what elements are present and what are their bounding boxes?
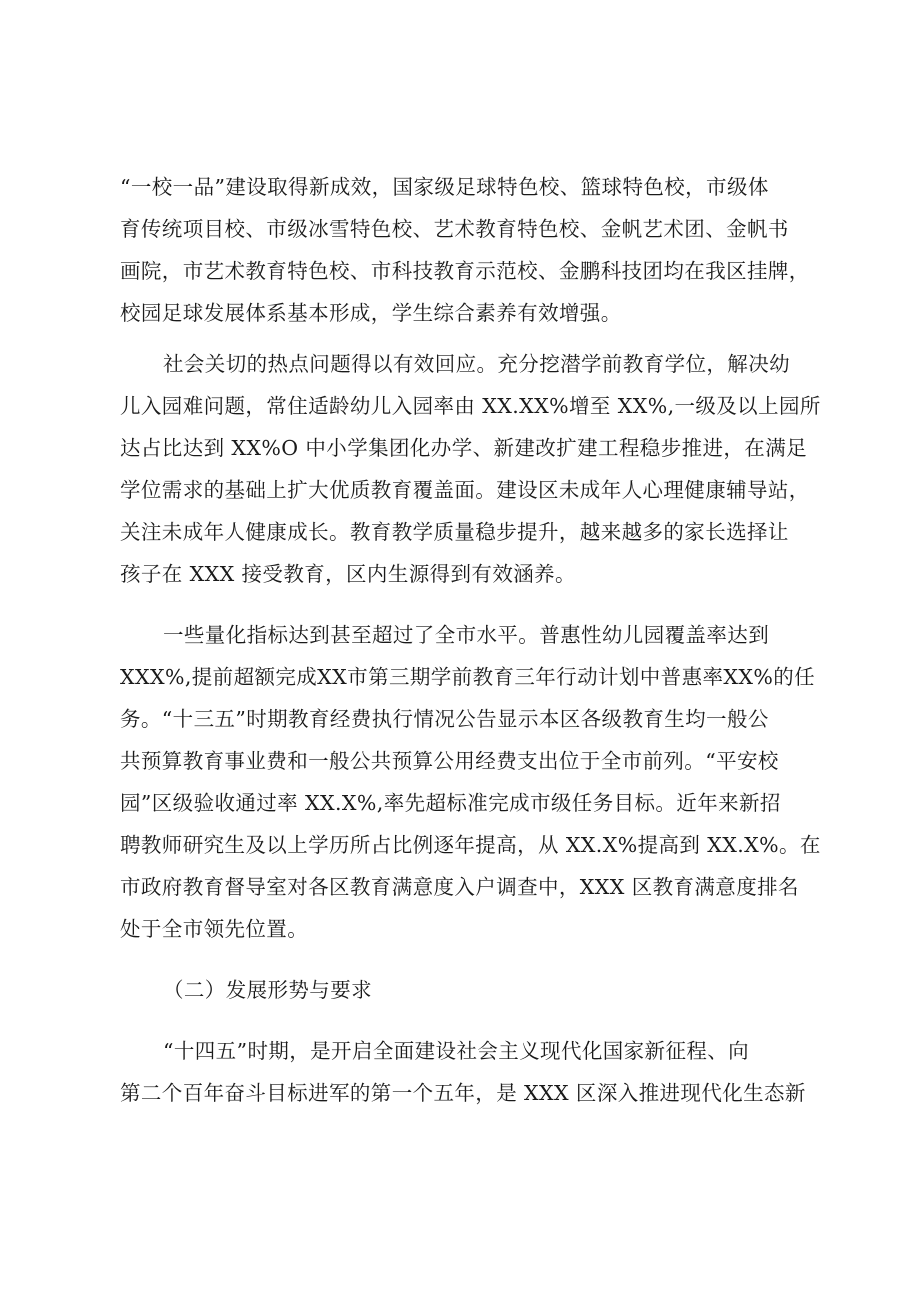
paragraph-3-line-4: 共预算教育事业费和一般公共预算公用经费支出位于全市前列。“平安校 [120, 749, 779, 773]
paragraph-2-line-5: 关注未成年人健康成长。教育教学质量稳步提升，越来越多的家长选择让 [120, 520, 789, 544]
paragraph-3-line-1: 一些量化指标达到甚至超过了全市水平。普惠性幼儿园覆盖率达到 [163, 623, 770, 647]
paragraph-2-line-6: 孩子在 XXX 接受教育，区内生源得到有效涵养。 [120, 562, 576, 586]
paragraph-3-line-7: 市政府教育督导室对各区教育满意度入户调查中，XXX 区教育满意度排名 [120, 875, 799, 899]
section-heading: （二）发展形势与要求 [163, 978, 372, 1002]
paragraph-1-line-2: 育传统项目校、市级冰雪特色校、艺术教育特色校、金帆艺术团、金帆书 [120, 217, 789, 241]
paragraph-2-line-2: 儿入园难问题，常住适龄幼儿入园率由 XX.XX%增至 XX%,一级及以上园所 [120, 394, 821, 418]
paragraph-4-line-1: “十四五”时期，是开启全面建设社会主义现代化国家新征程、向 [163, 1039, 750, 1063]
paragraph-3-line-5: 园”区级验收通过率 XX.X%,率先超标准完成市级任务目标。近年来新招 [120, 791, 781, 815]
paragraph-3-line-2: XXX%,提前超额完成XX市第三期学前教育三年行动计划中普惠率XX%的任 [120, 665, 816, 689]
paragraph-1-line-3: 画院，市艺术教育特色校、市科技教育示范校、金鹏科技团均在我区挂牌， [120, 259, 810, 283]
paragraph-4-line-2: 第二个百年奋斗目标进军的第一个五年，是 XXX 区深入推进现代化生态新 [120, 1081, 806, 1105]
paragraph-2-line-1: 社会关切的热点问题得以有效回应。充分挖潜学前教育学位，解决幼 [163, 352, 790, 376]
paragraph-3-line-6: 聘教师研究生及以上学历所占比例逐年提高，从 XX.X%提高到 XX.X%。在 [120, 833, 821, 857]
paragraph-1-line-4: 校园足球发展体系基本形成，学生综合素养有效增强。 [120, 301, 622, 325]
paragraph-1-line-1: “一校一品”建设取得新成效，国家级足球特色校、篮球特色校，市级体 [120, 175, 769, 199]
paragraph-2-line-3: 达占比达到 XX%O 中小学集团化办学、新建改扩建工程稳步推进，在满足 [120, 436, 808, 460]
paragraph-2-line-4: 学位需求的基础上扩大优质教育覆盖面。建设区未成年人心理健康辅导站， [120, 478, 810, 502]
paragraph-3-line-8: 处于全市领先位置。 [120, 917, 309, 941]
paragraph-3-line-3: 务。“十三五”时期教育经费执行情况公告显示本区各级教育生均一般公 [120, 707, 769, 731]
